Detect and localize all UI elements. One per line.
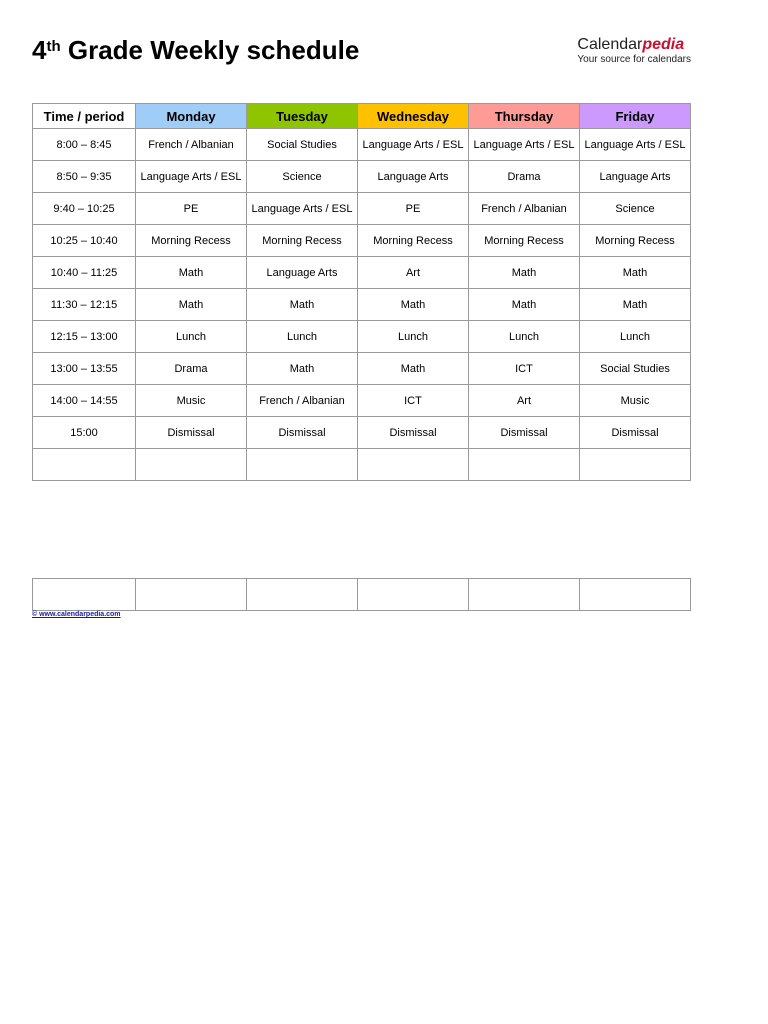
subject-cell: Art: [358, 257, 469, 289]
time-cell: 14:00 – 14:55: [33, 385, 136, 417]
brand-name-accent: pedia: [642, 36, 685, 53]
header-wednesday: Wednesday: [358, 104, 469, 129]
table-row: [33, 161, 691, 193]
subject-cell: [247, 449, 358, 481]
subject-cell: Drama: [469, 161, 580, 193]
subject-cell: Lunch: [358, 321, 469, 353]
title-text: Grade Weekly schedule: [60, 35, 360, 65]
subject-cell: [580, 449, 691, 481]
table-row: [33, 353, 691, 385]
brand-tagline: Your source for calendars: [577, 54, 691, 65]
time-cell: 12:15 – 13:00: [33, 321, 136, 353]
time-cell: 11:30 – 12:15: [33, 289, 136, 321]
subject-cell: [136, 449, 247, 481]
subject-cell: [358, 449, 469, 481]
subject-cell: Math: [247, 289, 358, 321]
header-thursday: Thursday: [469, 104, 580, 129]
subject-cell: Language Arts: [247, 257, 358, 289]
subject-cell: Math: [136, 289, 247, 321]
time-cell: 10:25 – 10:40: [33, 225, 136, 257]
subject-cell: ICT: [469, 353, 580, 385]
subject-cell: Morning Recess: [136, 225, 247, 257]
time-cell: 8:50 – 9:35: [33, 161, 136, 193]
subject-cell: Lunch: [580, 321, 691, 353]
subject-cell: [136, 579, 247, 611]
brand-logo: [577, 36, 691, 65]
subject-cell: French / Albanian: [136, 129, 247, 161]
subject-cell: Art: [469, 385, 580, 417]
table-row: [33, 289, 691, 321]
subject-cell: Science: [247, 161, 358, 193]
subject-cell: Morning Recess: [247, 225, 358, 257]
subject-cell: Social Studies: [580, 353, 691, 385]
subject-cell: [580, 579, 691, 611]
title-number: 4: [32, 35, 47, 65]
subject-cell: Math: [580, 257, 691, 289]
time-cell: [33, 579, 136, 611]
time-cell: 15:00: [33, 417, 136, 449]
header-friday: Friday: [580, 104, 691, 129]
time-cell: 9:40 – 10:25: [33, 193, 136, 225]
table-row-empty: [33, 449, 691, 481]
subject-cell: Drama: [136, 353, 247, 385]
subject-cell: Lunch: [247, 321, 358, 353]
subject-cell: Math: [358, 353, 469, 385]
subject-cell: Dismissal: [358, 417, 469, 449]
subject-cell: [469, 579, 580, 611]
subject-cell: Science: [580, 193, 691, 225]
subject-cell: Dismissal: [136, 417, 247, 449]
brand-name-main: Calendar: [577, 36, 643, 53]
time-cell: 13:00 – 13:55: [33, 353, 136, 385]
subject-cell: Lunch: [469, 321, 580, 353]
table-row: [33, 225, 691, 257]
subject-cell: Language Arts / ESL: [580, 129, 691, 161]
subject-cell: PE: [358, 193, 469, 225]
table-row: [33, 417, 691, 449]
subject-cell: Language Arts / ESL: [247, 193, 358, 225]
table-row: [33, 129, 691, 161]
subject-cell: Language Arts: [580, 161, 691, 193]
footer-link[interactable]: © www.calendarpedia.com: [32, 611, 121, 618]
subject-cell: Language Arts / ESL: [469, 129, 580, 161]
subject-cell: Language Arts / ESL: [358, 129, 469, 161]
subject-cell: French / Albanian: [469, 193, 580, 225]
subject-cell: [358, 579, 469, 611]
subject-cell: Language Arts / ESL: [136, 161, 247, 193]
subject-cell: [469, 449, 580, 481]
extra-table: [32, 578, 691, 611]
header-tuesday: Tuesday: [247, 104, 358, 129]
brand-name: [577, 36, 691, 54]
schedule-table: [32, 103, 691, 481]
subject-cell: Math: [469, 289, 580, 321]
table-row: [33, 321, 691, 353]
subject-cell: Music: [580, 385, 691, 417]
header-monday: Monday: [136, 104, 247, 129]
subject-cell: Dismissal: [469, 417, 580, 449]
subject-cell: Social Studies: [247, 129, 358, 161]
subject-cell: Morning Recess: [580, 225, 691, 257]
title-superscript: th: [46, 38, 61, 55]
subject-cell: Music: [136, 385, 247, 417]
table-row: [33, 385, 691, 417]
table-row-empty: [33, 579, 691, 611]
subject-cell: Math: [580, 289, 691, 321]
subject-cell: Dismissal: [580, 417, 691, 449]
header-row: [33, 104, 691, 129]
subject-cell: Math: [247, 353, 358, 385]
subject-cell: Morning Recess: [358, 225, 469, 257]
table-row: [33, 257, 691, 289]
subject-cell: [247, 579, 358, 611]
header-time: Time / period: [33, 104, 136, 129]
subject-cell: Dismissal: [247, 417, 358, 449]
subject-cell: Math: [469, 257, 580, 289]
subject-cell: Math: [358, 289, 469, 321]
subject-cell: PE: [136, 193, 247, 225]
subject-cell: French / Albanian: [247, 385, 358, 417]
page-title: [32, 34, 359, 66]
time-cell: [33, 449, 136, 481]
subject-cell: Math: [136, 257, 247, 289]
time-cell: 8:00 – 8:45: [33, 129, 136, 161]
subject-cell: Morning Recess: [469, 225, 580, 257]
subject-cell: Language Arts: [358, 161, 469, 193]
time-cell: 10:40 – 11:25: [33, 257, 136, 289]
subject-cell: ICT: [358, 385, 469, 417]
subject-cell: Lunch: [136, 321, 247, 353]
table-row: [33, 193, 691, 225]
